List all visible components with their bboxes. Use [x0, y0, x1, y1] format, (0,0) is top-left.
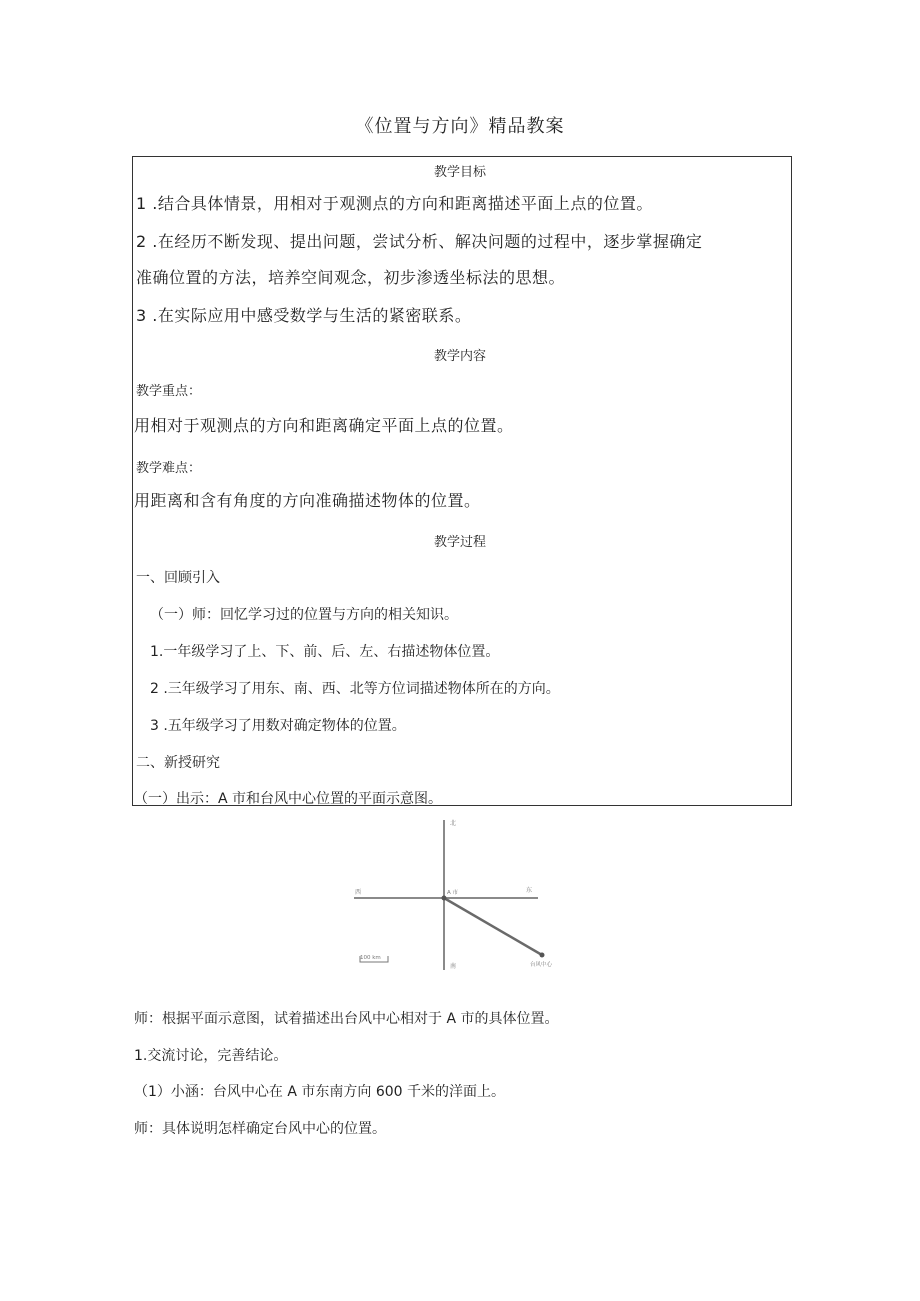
subsection-1: （一）师：回忆学习过的位置与方向的相关知识。	[150, 607, 458, 623]
after-line-3: （1）小涵：台风中心在 A 市东南方向 600 千米的洋面上。	[134, 1084, 506, 1100]
after-line-1: 师：根据平面示意图，试着描述出台风中心相对于 A 市的具体位置。	[134, 1011, 559, 1027]
lesson-plan-table	[132, 156, 792, 806]
typhoon-center-label: 台风中心	[530, 962, 553, 968]
scale-label: 100 km	[360, 955, 381, 961]
key-point-label: 教学重点：	[136, 384, 202, 399]
subsection-2: （一）出示：A 市和台风中心位置的平面示意图。	[134, 791, 443, 807]
difficult-point-text: 用距离和含有角度的方向准确描述物体的位置。	[134, 491, 481, 510]
a-city-point	[442, 896, 447, 901]
typhoon-direction-line	[444, 898, 542, 955]
objective-item-2-line-1: 2 .在经历不断发现、提出问题，尝试分析、解决问题的过程中，逐步掌握确定	[136, 232, 703, 251]
after-line-4: 师：具体说明怎样确定台风中心的位置。	[134, 1121, 386, 1137]
process-point-1: 1.一年级学习了上、下、前、后、左、右描述物体位置。	[150, 644, 500, 660]
typhoon-center-point	[540, 953, 545, 958]
objectives-heading: 教学目标	[433, 165, 486, 180]
south-label: 南	[450, 963, 457, 970]
difficult-point-label: 教学难点：	[136, 461, 202, 476]
objective-item-1: 1 .结合具体情景，用相对于观测点的方向和距离描述平面上点的位置。	[136, 194, 653, 213]
content-heading: 教学内容	[433, 349, 486, 364]
north-label: 北	[450, 820, 457, 827]
page-title: 《位置与方向》精品教案	[355, 116, 565, 137]
process-point-3: 3 .五年级学习了用数对确定物体的位置。	[150, 718, 406, 734]
objective-item-2-line-2: 准确位置的方法，培养空间观念，初步渗透坐标法的思想。	[136, 268, 566, 287]
west-label: 西	[355, 889, 362, 896]
process-heading: 教学过程	[433, 535, 486, 550]
process-point-2: 2 .三年级学习了用东、南、西、北等方位词描述物体所在的方向。	[150, 681, 560, 697]
key-point-text: 用相对于观测点的方向和距离确定平面上点的位置。	[134, 416, 514, 435]
section-2-heading: 二、新授研究	[136, 755, 220, 771]
section-1-heading: 一、回顾引入	[136, 570, 220, 586]
objective-item-3: 3 .在实际应用中感受数学与生活的紧密联系。	[136, 306, 472, 325]
after-line-2: 1.交流讨论，完善结论。	[134, 1048, 288, 1064]
east-label: 东	[526, 887, 533, 894]
direction-diagram	[350, 818, 570, 976]
a-city-label: A 市	[447, 890, 459, 896]
